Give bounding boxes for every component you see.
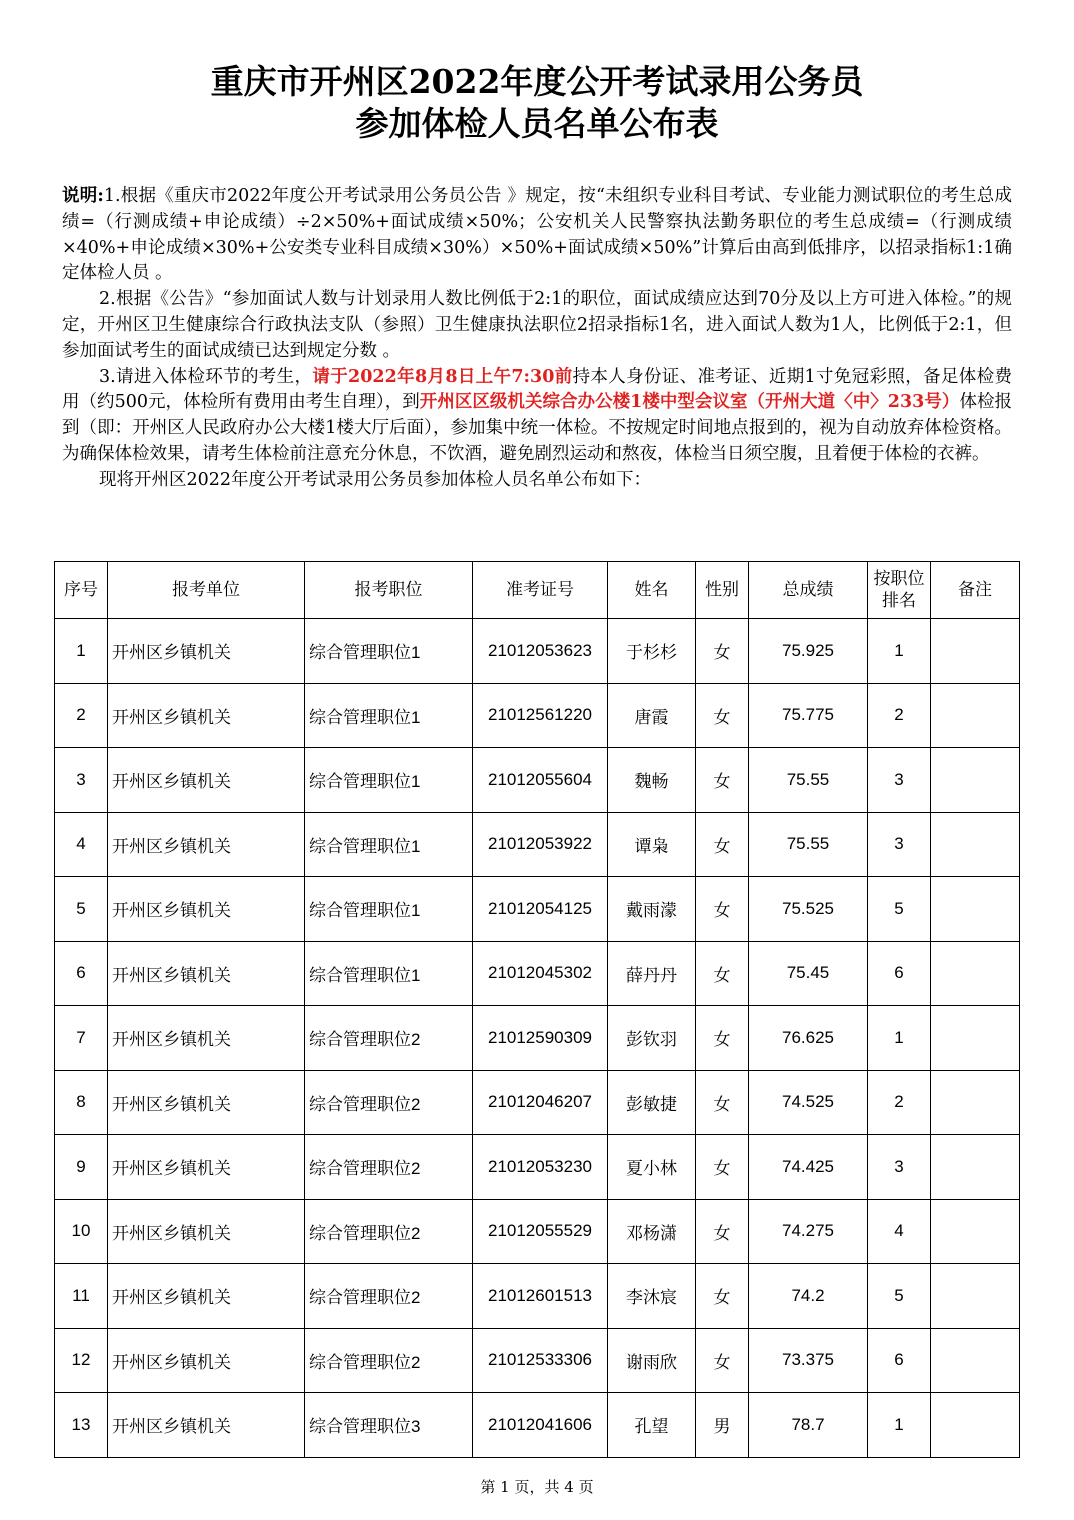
cell-gender: 女 (696, 877, 749, 942)
cell-name: 彭钦羽 (608, 1006, 696, 1071)
cell-name: 谭枭 (608, 812, 696, 877)
header-total-score: 总成绩 (749, 562, 868, 619)
cell-rank: 3 (868, 1135, 931, 1200)
header-unit: 报考单位 (108, 562, 305, 619)
cell-remarks (931, 1393, 1020, 1458)
table-row (55, 1135, 1020, 1200)
cell-seq: 9 (55, 1135, 108, 1200)
page-footer: 第 1 页，共 4 页 (480, 1478, 594, 1496)
cell-unit: 开州区乡镇机关 (108, 1006, 305, 1071)
cell-total-score: 75.925 (749, 619, 868, 684)
cell-remarks (931, 1264, 1020, 1329)
cell-unit: 开州区乡镇机关 (108, 683, 305, 748)
cell-unit: 开州区乡镇机关 (108, 1070, 305, 1135)
table-row (55, 1264, 1020, 1329)
cell-name: 彭敏捷 (608, 1070, 696, 1135)
cell-exam-number: 21012561220 (473, 683, 608, 748)
cell-total-score: 75.45 (749, 941, 868, 1006)
header-exam-number: 准考证号 (473, 562, 608, 619)
cell-seq: 12 (55, 1328, 108, 1393)
cell-gender: 女 (696, 812, 749, 877)
cell-position: 综合管理职位2 (305, 1070, 473, 1135)
cell-total-score: 73.375 (749, 1328, 868, 1393)
cell-name: 于杉杉 (608, 619, 696, 684)
cell-seq: 4 (55, 812, 108, 877)
cell-total-score: 78.7 (749, 1393, 868, 1458)
table-row (55, 1070, 1020, 1135)
cell-seq: 6 (55, 941, 108, 1006)
cell-name: 孔望 (608, 1393, 696, 1458)
cell-total-score: 74.275 (749, 1199, 868, 1264)
cell-gender: 女 (696, 941, 749, 1006)
cell-name: 邓杨潇 (608, 1199, 696, 1264)
cell-rank: 2 (868, 1070, 931, 1135)
cell-total-score: 75.55 (749, 748, 868, 813)
cell-rank: 1 (868, 619, 931, 684)
cell-rank: 4 (868, 1199, 931, 1264)
header-seq: 序号 (55, 562, 108, 619)
cell-position: 综合管理职位3 (305, 1393, 473, 1458)
table-row (55, 683, 1020, 748)
cell-position: 综合管理职位2 (305, 1135, 473, 1200)
cell-rank: 1 (868, 1393, 931, 1458)
cell-total-score: 75.775 (749, 683, 868, 748)
cell-gender: 女 (696, 1328, 749, 1393)
cell-unit: 开州区乡镇机关 (108, 1393, 305, 1458)
cell-rank: 6 (868, 941, 931, 1006)
cell-position: 综合管理职位2 (305, 1328, 473, 1393)
cell-seq: 11 (55, 1264, 108, 1329)
note-paragraph-3 (62, 365, 1012, 468)
cell-name: 李沐宸 (608, 1264, 696, 1329)
note-paragraph-4: 现将开州区2022年度公开考试录用公务员参加体检人员名单公布如下： (99, 469, 652, 490)
cell-exam-number: 21012601513 (473, 1264, 608, 1329)
table-row (55, 619, 1020, 684)
candidate-table (54, 561, 1020, 1458)
cell-seq: 13 (55, 1393, 108, 1458)
header-rank: 按职位 排名 (868, 562, 931, 619)
table-body (55, 619, 1020, 1458)
page-subtitle: 参加体检人员名单公布表 (355, 104, 719, 143)
cell-exam-number: 21012045302 (473, 941, 608, 1006)
cell-position: 综合管理职位2 (305, 1006, 473, 1071)
cell-rank: 3 (868, 812, 931, 877)
cell-gender: 女 (696, 748, 749, 813)
cell-gender: 男 (696, 1393, 749, 1458)
header-gender: 性别 (696, 562, 749, 619)
cell-remarks (931, 1135, 1020, 1200)
table-row (55, 1393, 1020, 1458)
cell-remarks (931, 941, 1020, 1006)
page-title: 重庆市开州区2022年度公开考试录用公务员 (210, 62, 864, 101)
cell-remarks (931, 812, 1020, 877)
cell-total-score: 74.2 (749, 1264, 868, 1329)
cell-exam-number: 21012046207 (473, 1070, 608, 1135)
note-3-location-highlight: 开州区区级机关综合办公楼1楼中型会议室（开州大道〈中〉233号） (419, 392, 960, 413)
table-row (55, 1006, 1020, 1071)
cell-remarks (931, 683, 1020, 748)
header-remarks: 备注 (931, 562, 1020, 619)
note-paragraph-1 (62, 184, 1012, 287)
cell-unit: 开州区乡镇机关 (108, 1264, 305, 1329)
note-3c: 体检报到（即：开州区人民政府办公大楼1楼大厅后面），参加集中统一体检。不按规定时间地点报到的，视为自动放弃体检资格。为确保体检效果，请考生体检前注意充分休息，不饮酒，避免剧烈运动和熬夜，体检当日须空腹，且着便于体检的衣裤。 (62, 392, 1012, 464)
notes-label: 说明: (62, 186, 104, 206)
cell-remarks (931, 1006, 1020, 1071)
cell-gender: 女 (696, 683, 749, 748)
cell-seq: 5 (55, 877, 108, 942)
cell-remarks (931, 1328, 1020, 1393)
cell-exam-number: 21012053230 (473, 1135, 608, 1200)
cell-unit: 开州区乡镇机关 (108, 1328, 305, 1393)
cell-rank: 2 (868, 683, 931, 748)
cell-gender: 女 (696, 1135, 749, 1200)
table-row (55, 748, 1020, 813)
cell-exam-number: 21012055604 (473, 748, 608, 813)
cell-remarks (931, 1199, 1020, 1264)
note-3-time-highlight: 请于2022年8月8日上午7:30前 (312, 366, 573, 387)
note-paragraph-2: 2.根据《公告》“参加面试人数与计划录用人数比例低于2:1的职位，面试成绩应达到70分及以上方可进入体检。”的规定，开州区卫生健康综合行政执法支队（参照）卫生健康执法职位2招录指标1名，进入面试人数为1人，比例低于2:1，但参加面试考生的面试成绩已达到规定分数 。 (62, 289, 1012, 361)
cell-gender: 女 (696, 1006, 749, 1071)
cell-position: 综合管理职位2 (305, 1264, 473, 1329)
cell-rank: 1 (868, 1006, 931, 1071)
cell-position: 综合管理职位1 (305, 683, 473, 748)
cell-name: 唐霞 (608, 683, 696, 748)
cell-name: 戴雨濛 (608, 877, 696, 942)
cell-name: 魏畅 (608, 748, 696, 813)
cell-remarks (931, 877, 1020, 942)
cell-name: 谢雨欣 (608, 1328, 696, 1393)
cell-name: 夏小林 (608, 1135, 696, 1200)
cell-seq: 8 (55, 1070, 108, 1135)
cell-remarks (931, 1070, 1020, 1135)
cell-exam-number: 21012054125 (473, 877, 608, 942)
cell-unit: 开州区乡镇机关 (108, 1135, 305, 1200)
cell-position: 综合管理职位1 (305, 877, 473, 942)
cell-remarks (931, 619, 1020, 684)
cell-total-score: 74.425 (749, 1135, 868, 1200)
cell-position: 综合管理职位2 (305, 1199, 473, 1264)
cell-rank: 6 (868, 1328, 931, 1393)
notes-section (62, 184, 1012, 494)
cell-gender: 女 (696, 619, 749, 684)
table-row (55, 1199, 1020, 1264)
cell-total-score: 76.625 (749, 1006, 868, 1071)
cell-rank: 3 (868, 748, 931, 813)
cell-seq: 10 (55, 1199, 108, 1264)
header-position: 报考职位 (305, 562, 473, 619)
cell-gender: 女 (696, 1070, 749, 1135)
cell-total-score: 75.55 (749, 812, 868, 877)
cell-exam-number: 21012053623 (473, 619, 608, 684)
cell-position: 综合管理职位1 (305, 619, 473, 684)
cell-unit: 开州区乡镇机关 (108, 941, 305, 1006)
cell-exam-number: 21012533306 (473, 1328, 608, 1393)
table-row (55, 1328, 1020, 1393)
cell-rank: 5 (868, 877, 931, 942)
cell-position: 综合管理职位1 (305, 748, 473, 813)
cell-exam-number: 21012055529 (473, 1199, 608, 1264)
cell-unit: 开州区乡镇机关 (108, 812, 305, 877)
note-3a: 3.请进入体检环节的考生， (99, 366, 313, 387)
cell-name: 薛丹丹 (608, 941, 696, 1006)
cell-seq: 7 (55, 1006, 108, 1071)
cell-unit: 开州区乡镇机关 (108, 748, 305, 813)
cell-seq: 1 (55, 619, 108, 684)
note-text-1: 1.根据《重庆市2022年度公开考试录用公务员公告 》规定，按“未组织专业科目考试、专业能力测试职位的考生总成绩=（行测成绩+申论成绩）÷2×50%+面试成绩×50%；公安机关人民警察执法勤务职位的考生总成绩=（行测成绩×40%+申论成绩×30%+公安类专业科目成绩×30%）×50%+面试成绩×50%”计算后由高到低排序，以招录指标1:1确定体检人员 。 (62, 186, 1012, 284)
cell-exam-number: 21012041606 (473, 1393, 608, 1458)
cell-exam-number: 21012590309 (473, 1006, 608, 1071)
cell-remarks (931, 748, 1020, 813)
note-3b: 持本人身份证、准考证、近期1寸免冠彩照，备足体检费用（约500元，体检所有费用由考生自理），到 (62, 366, 1012, 413)
cell-unit: 开州区乡镇机关 (108, 877, 305, 942)
cell-exam-number: 21012053922 (473, 812, 608, 877)
table-row (55, 877, 1020, 942)
table-row (55, 812, 1020, 877)
cell-gender: 女 (696, 1264, 749, 1329)
cell-seq: 3 (55, 748, 108, 813)
cell-total-score: 75.525 (749, 877, 868, 942)
cell-unit: 开州区乡镇机关 (108, 619, 305, 684)
cell-seq: 2 (55, 683, 108, 748)
cell-total-score: 74.525 (749, 1070, 868, 1135)
cell-gender: 女 (696, 1199, 749, 1264)
table-row (55, 941, 1020, 1006)
table-header-row (55, 562, 1020, 619)
cell-rank: 5 (868, 1264, 931, 1329)
cell-position: 综合管理职位1 (305, 941, 473, 1006)
cell-unit: 开州区乡镇机关 (108, 1199, 305, 1264)
cell-position: 综合管理职位1 (305, 812, 473, 877)
header-name: 姓名 (608, 562, 696, 619)
